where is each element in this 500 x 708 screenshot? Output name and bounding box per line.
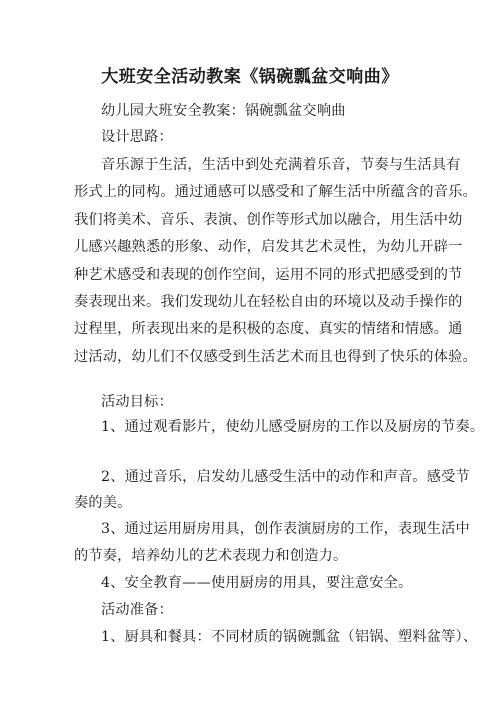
design-paragraph-line: 我们将美术、音乐、表演、创作等形式加以融合，用生活中幼 — [74, 212, 463, 228]
goals-heading: 活动目标： — [101, 394, 173, 410]
design-paragraph-line: 形式上的同构。通过通感可以感受和了解生活中所蕴含的音乐。 — [74, 184, 477, 200]
design-paragraph-line: 过活动，幼儿们不仅感受到生活艺术而且也得到了快乐的体验。 — [74, 349, 477, 365]
design-paragraph-line: 过程里，所表现出来的是积极的态度、真实的情绪和情感。通 — [74, 321, 463, 337]
goal-item: 2、通过音乐，启发幼儿感受生活中的动作和声音。感受节 — [101, 469, 470, 485]
design-heading: 设计思路： — [101, 129, 173, 145]
prep-heading: 活动准备： — [101, 602, 173, 618]
design-paragraph-line: 奏表现出来。我们发现幼儿在轻松自由的环境以及动手操作的 — [74, 294, 463, 310]
prep-item: 1、厨具和餐具：不同材质的锅碗瓢盆（铝锅、塑料盆等）、 — [101, 629, 478, 645]
goal-item: 3、通过运用厨房用具，创作表演厨房的工作，表现生活中 — [101, 521, 470, 537]
design-paragraph-line: 种艺术感受和表现的创作空间，运用不同的形式把感受到的节 — [74, 267, 463, 283]
document-title: 大班安全活动教案《锅碗瓢盆交响曲》 — [101, 67, 399, 87]
goal-item-continuation: 的节奏，培养幼儿的艺术表现力和创造力。 — [74, 548, 348, 564]
design-paragraph-line: 儿感兴趣熟悉的形象、动作，启发其艺术灵性，为幼儿开辟一 — [74, 239, 463, 255]
goal-item: 4、安全教育——使用厨房的用具，要注意安全。 — [101, 575, 413, 591]
design-paragraph-line: 音乐源于生活，生活中到处充满着乐音，节奏与生活具有 — [101, 157, 461, 173]
document-subtitle: 幼儿园大班安全教案：锅碗瓢盆交响曲 — [101, 103, 346, 119]
goal-item: 1、通过观看影片，使幼儿感受厨房的工作以及厨房的节奏。 — [101, 419, 485, 435]
goal-item-continuation: 奏的美。 — [74, 495, 132, 511]
